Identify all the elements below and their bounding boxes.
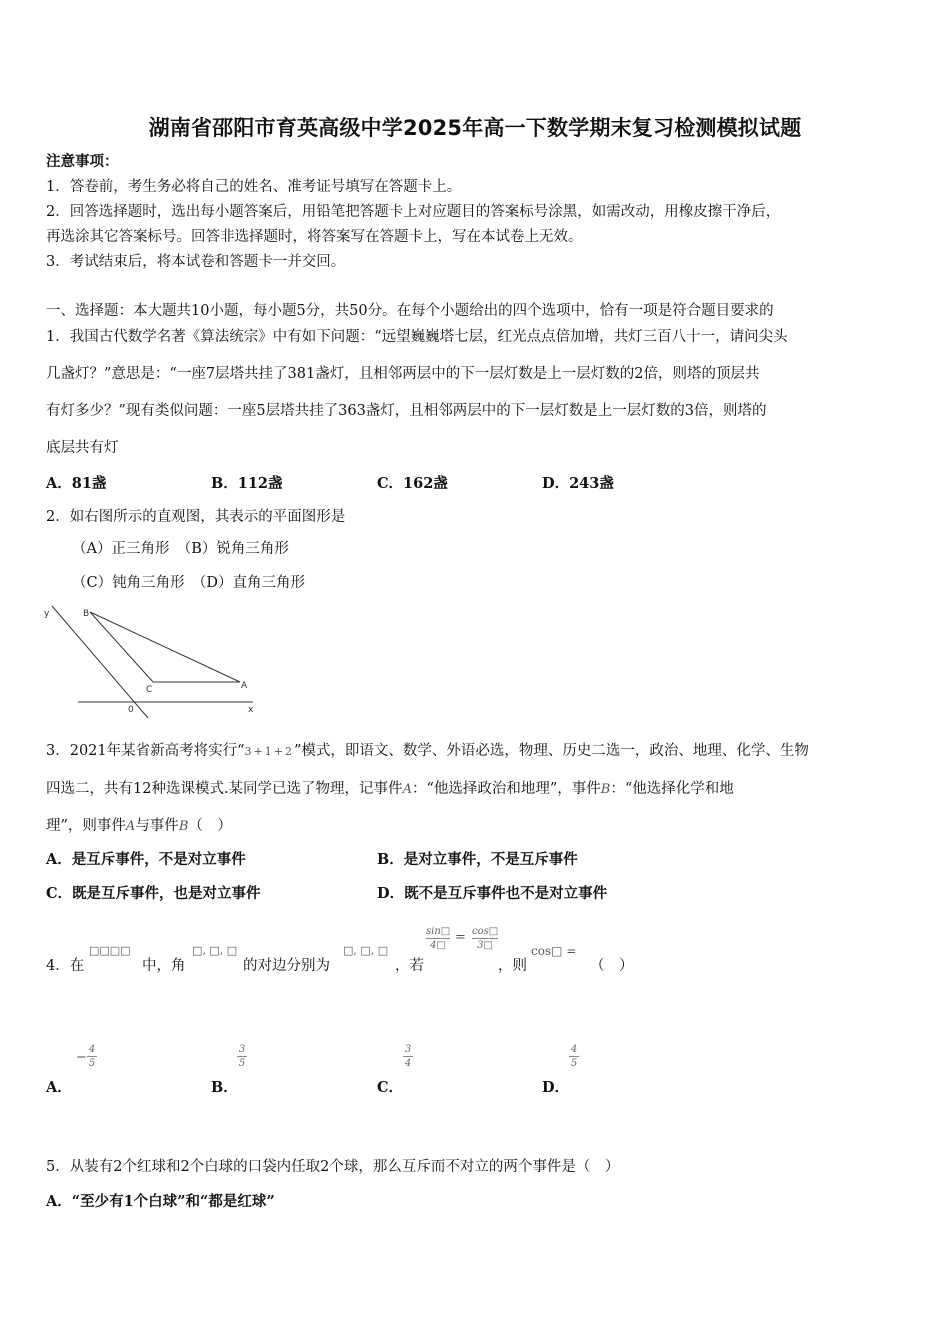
q1-line: 底层共有灯 [46,440,119,456]
q4-angles: □, □, □ [192,944,238,957]
q1-option-d[interactable]: D．243盏 [542,475,614,492]
q4-mid2: 的对边分别为 [243,958,330,974]
q4-option-a-frac: 4 5 [88,1044,96,1069]
event-b: B [600,782,611,797]
q4-option-a[interactable]: A． [46,1079,72,1096]
q3-line1: 3．2021年某省新高考将实行“3+1+2”模式，即语文、数学、外语必选，物理、历史二选一，政治、地理、化学、生物 [46,743,809,759]
q5-option-a[interactable]: A．“至少有1个白球”和“都是红球” [46,1193,275,1210]
notice-item: 3．考试结束后，将本试卷和答题卡一并交回。 [46,254,346,270]
triangle-side-bc [90,612,153,682]
q4-prefix: 4．在 [46,958,85,974]
q2-options-line1[interactable]: （A）正三角形 （B）锐角三角形 [72,541,289,557]
q4-option-a-sign: − [76,1050,87,1065]
q1-option-c[interactable]: C．162盏 [377,475,448,492]
q3-option-c[interactable]: C．既是互斥事件，也是对立事件 [46,885,261,902]
q1-option-a[interactable]: A．81盏 [46,475,107,492]
section-heading: 一、选择题：本大题共10小题，每小题5分，共50分。在每个小题给出的四个选项中，恰有一项是符合题目要求的 [46,303,774,319]
q3-option-d[interactable]: D．既不是互斥事件也不是对立事件 [377,885,608,902]
vertex-c-label: C [146,685,153,695]
q4-option-d-frac: 4 5 [570,1044,578,1069]
q4-triangle: □□□□ [89,944,131,957]
q4-mid4: ，则 [498,958,527,974]
q4-frac-right: cos□ 3□ [472,926,499,951]
vertex-b-label: B [83,609,90,619]
q3-option-a[interactable]: A．是互斥事件，不是对立事件 [46,851,246,868]
q4-tail: （ ） [590,958,634,974]
origin-label: 0 [128,705,134,715]
event-a: A [402,782,412,797]
q4-mid1: 中，角 [142,958,186,974]
notice-item: 再选涂其它答案标号。回答非选择题时，将答案写在答题卡上，写在本试卷上无效。 [46,229,583,245]
page-title: 湖南省邵阳市育英高级中学2025年高一下数学期末复习检测模拟试题 [148,116,802,140]
q5-stem: 5．从装有2个红球和2个白球的口袋内任取2个球，那么互斥而不对立的两个事件是（ ） [46,1159,620,1175]
q4-option-c[interactable]: C． [377,1079,404,1096]
q4-option-b[interactable]: B． [211,1079,238,1096]
q4-mid3: ，若 [395,958,424,974]
q4-option-d[interactable]: D． [542,1079,570,1096]
q3-mode: 3+1+2 [244,745,294,758]
q4-option-b-frac: 3 5 [238,1044,246,1069]
q3-option-b[interactable]: B．是对立事件，不是互斥事件 [377,851,578,868]
q4-eq: = [455,930,466,945]
q4-option-c-frac: 3 4 [404,1044,412,1069]
x-label: x [248,705,254,715]
y-label: y [44,609,50,619]
q1-line: 有灯多少？”现有类似问题：一座5层塔共挂了363盏灯，且相邻两层中的下一层灯数是上一层灯数的3倍，则塔的 [46,403,767,419]
vertex-a-label: A [241,681,248,691]
q1-line: 几盏灯？”意思是：“一座7层塔共挂了381盏灯，且相邻两层中的下一层灯数是上一层灯数的2倍，则塔的顶层共 [46,366,760,382]
notice-heading: 注意事项： [46,153,119,170]
q1-option-b[interactable]: B．112盏 [211,475,283,492]
q2-stem: 2．如右图所示的直观图，其表示的平面图形是 [46,509,346,525]
q1-line: 1．我国古代数学名著《算法统宗》中有如下问题：“远望巍巍塔七层，红光点点倍加增，共灯三百八十一，请问尖头 [46,329,788,345]
q3-line3: 理”，则事件A与事件B（ ） [46,818,232,834]
notice-item: 2．回答选择题时，选出每小题答案后，用铅笔把答题卡上对应题目的答案标号涂黑，如需改动，用橡皮擦干净后， [46,204,781,220]
q4-frac-left: sin□ 4□ [426,926,451,951]
q4-ask: cos□ = [531,944,577,958]
q2-options-line2[interactable]: （C）钝角三角形 （D）直角三角形 [72,575,305,591]
q2-figure [38,600,268,720]
notice-item: 1．答卷前，考生务必将自己的姓名、准考证号填写在答题卡上。 [46,179,462,195]
triangle-side-ba [90,612,240,682]
q4-sides: □, □, □ [343,944,389,957]
q3-line2: 四选二，共有12种选课模式.某同学已选了物理，记事件A：“他选择政治和地理”，事件B：“他选择化学和地 [46,781,734,797]
